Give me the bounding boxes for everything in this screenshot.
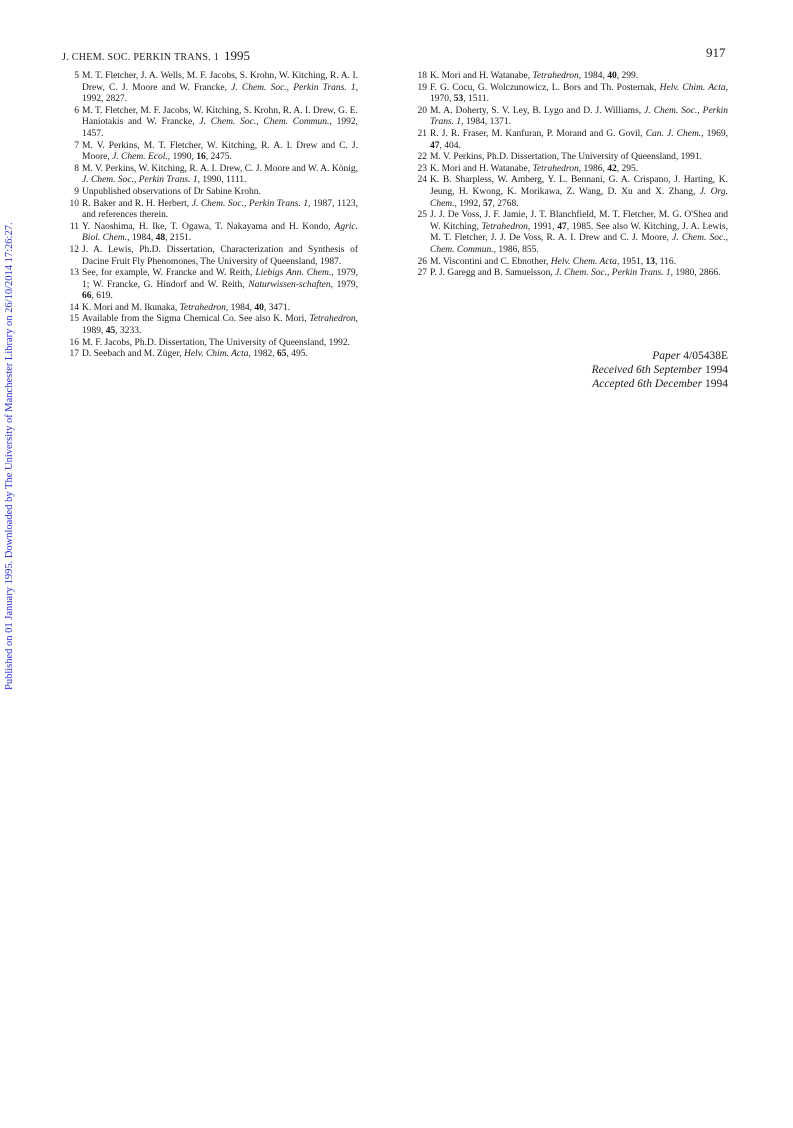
journal-title: J. Org. Chem. xyxy=(430,186,728,209)
reference-segment: M. T. Fletcher, M. F. Jacobs, W. Kitching, S. Krohn, R. A. I. Drew, G. E. Haniotakis and W. Francke, xyxy=(82,105,358,128)
reference-segment: J. A. Lewis, Ph.D. Dissertation, Characterization and Synthesis of Dacine Fruit Fly Phenomones, The University of Queensland, 1987. xyxy=(82,244,358,267)
reference-number: 24 xyxy=(417,175,427,186)
reference-entry xyxy=(65,106,358,141)
reference-segment: M. Viscontini and C. Ebnother, xyxy=(430,256,551,267)
reference-text xyxy=(430,152,728,164)
reference-segment: , 1992, 2827. xyxy=(82,82,358,105)
journal-title: Naturwissen-schaften xyxy=(248,279,331,290)
reference-segment: , 1951, xyxy=(616,256,646,267)
reference-segment: , 1969, xyxy=(701,128,729,139)
reference-segment: R. Baker and R. H. Herbert, xyxy=(82,198,192,209)
reference-segment: , 1992, 1457. xyxy=(82,117,358,139)
reference-segment: M. T. Fletcher, J. A. Wells, M. F. Jacobs, S. Krohn, W. Kitching, R. A. I. Drew, C. J. Moore and W. Francke, xyxy=(82,71,358,93)
reference-entry xyxy=(65,338,358,350)
received-date: 6th September xyxy=(636,364,703,376)
reference-entry xyxy=(65,141,358,164)
reference-number: 26 xyxy=(417,256,427,267)
reference-number: 17 xyxy=(69,349,79,360)
reference-number: 8 xyxy=(74,163,79,174)
reference-entry xyxy=(413,210,728,256)
reference-text xyxy=(82,187,358,199)
volume-number: 66 xyxy=(82,291,92,302)
reference-segment: , 1992, xyxy=(454,198,484,209)
journal-year: 1995 xyxy=(223,48,250,63)
journal-title: J. Chem. Soc., Chem. Commun. xyxy=(199,117,330,128)
reference-segment: D. Seebach and M. Züger, xyxy=(82,349,184,360)
reference-text xyxy=(430,83,728,106)
paper-label: Paper xyxy=(652,350,681,362)
journal-title: J. Chem. Soc., Perkin Trans. 1 xyxy=(82,175,198,186)
reference-number: 23 xyxy=(417,163,427,174)
reference-segment: , 1970, xyxy=(430,82,728,105)
reference-text xyxy=(82,338,358,350)
reference-segment: , 1986, xyxy=(578,163,608,174)
reference-entry xyxy=(65,349,358,361)
paper-number-line xyxy=(560,349,728,363)
reference-segment: , 404. xyxy=(439,140,461,151)
reference-entry xyxy=(65,187,358,199)
reference-segment: Available from the Sigma Chemical Co. See also K. Mori, xyxy=(82,314,310,325)
reference-segment: K. Mori and M. Ikunaka, xyxy=(82,302,180,313)
reference-text xyxy=(82,303,358,315)
reference-number: 13 xyxy=(69,268,79,279)
reference-number: 5 xyxy=(74,71,79,81)
reference-segment: , 1980, 2866. xyxy=(670,268,721,279)
reference-entry xyxy=(413,257,728,269)
reference-segment: , 1984, xyxy=(578,71,608,81)
reference-segment: M. V. Perkins, W. Kitching, R. A. I. Drew, C. J. Moore and W. A. König, xyxy=(82,163,358,174)
volume-number: 45 xyxy=(105,326,116,337)
reference-number: 18 xyxy=(417,71,427,81)
download-watermark[interactable]: Published on 01 January 1995. Downloaded by The University of Manchester Library on 26/10/2014 17:26:27. xyxy=(4,222,15,690)
reference-entry xyxy=(65,71,358,106)
reference-segment: See, for example, W. Francke and W. Reith, xyxy=(82,268,256,279)
journal-title: J. Chem. Soc., Perkin Trans. 1 xyxy=(231,82,356,93)
reference-text xyxy=(82,71,358,106)
reference-text xyxy=(82,314,358,337)
reference-segment: , 2768. xyxy=(492,198,519,209)
reference-entry xyxy=(413,129,728,152)
reference-number: 20 xyxy=(417,105,427,116)
reference-segment: J. J. De Voss, J. F. Jamie, J. T. Blanchfield, M. T. Fletcher, M. G. O'Shea and W. Kitching, xyxy=(430,210,728,232)
reference-number: 7 xyxy=(74,140,79,151)
reference-entry xyxy=(65,245,358,268)
journal-title: Can. J. Chem. xyxy=(645,128,702,139)
journal-title: Tetrahedron xyxy=(532,71,579,81)
reference-segment: , 2475. xyxy=(205,152,232,163)
journal-title: Helv. Chim. Acta xyxy=(659,82,726,93)
paper-number: 4/05438E xyxy=(683,350,728,362)
reference-segment: F. G. Cocu, G. Wolczunowicz, L. Bors and Th. Posternak, xyxy=(430,82,660,93)
reference-number: 25 xyxy=(417,210,427,221)
reference-entry xyxy=(65,199,358,222)
reference-text xyxy=(430,129,728,152)
reference-segment: K. B. Sharpless, W. Amberg, Y. L. Bennani, G. A. Crispano, J. Harting, K. Jeung, H. Kwong, K. Morikawa, Z. Wang, D. Xu and X. Zhang, xyxy=(430,175,728,197)
journal-title: J. Chem. Soc., Chem. Commun. xyxy=(430,233,728,255)
accepted-year: 1994 xyxy=(705,378,728,390)
reference-text xyxy=(430,268,728,280)
paper-info xyxy=(560,349,728,391)
reference-segment: , 619. xyxy=(91,291,113,302)
reference-segment: , 2151. xyxy=(165,233,192,244)
journal-title: J. Chem. Ecol. xyxy=(112,152,168,163)
reference-segment: K. Mori and H. Watanabe, xyxy=(430,71,533,81)
reference-segment: , 1984, 1371. xyxy=(461,117,512,128)
received-year: 1994 xyxy=(705,364,728,376)
volume-number: 40 xyxy=(607,71,617,81)
reference-segment: Y. Naoshima, H. Ike, T. Ogawa, T. Nakayama and H. Kondo, xyxy=(82,221,335,232)
reference-text xyxy=(430,164,728,176)
reference-segment: , 116. xyxy=(654,256,676,267)
reference-segment: , 1985. See also W. Kitching, J. A. Lewis, M. T. Fletcher, J. J. De Voss, R. A. I. Drew and C. J. Moore, xyxy=(430,221,728,244)
volume-number: 42 xyxy=(607,163,617,174)
volume-number: 47 xyxy=(430,140,440,151)
accepted-line xyxy=(560,377,728,391)
reference-segment: , 1990, 1111. xyxy=(197,175,247,186)
reference-text xyxy=(82,245,358,268)
reference-entry xyxy=(413,268,728,280)
accepted-label: Accepted xyxy=(592,378,635,390)
reference-number: 11 xyxy=(69,221,79,232)
reference-number: 19 xyxy=(417,82,427,93)
reference-entry xyxy=(413,83,728,106)
reference-entry xyxy=(65,314,358,337)
reference-segment: , 1990, xyxy=(167,152,197,163)
reference-number: 9 xyxy=(74,186,79,197)
volume-number: 53 xyxy=(453,94,464,105)
reference-entry xyxy=(413,106,728,129)
page-number: 917 xyxy=(706,45,726,60)
reference-entry xyxy=(65,303,358,315)
reference-number: 14 xyxy=(69,302,79,313)
running-header xyxy=(62,48,250,64)
reference-number: 10 xyxy=(69,198,79,209)
references-left-column xyxy=(65,71,358,361)
reference-segment: , 1979, 1; W. Francke, G. Hindorf and W. Reith, xyxy=(82,268,358,290)
reference-text xyxy=(82,349,358,361)
reference-segment: M. V. Perkins, M. T. Fletcher, W. Kitching, R. A. I. Drew and C. J. Moore, xyxy=(82,140,358,163)
reference-text xyxy=(430,106,728,129)
volume-number: 57 xyxy=(483,198,493,209)
reference-segment: P. J. Garegg and B. Samuelsson, xyxy=(430,268,556,279)
reference-text xyxy=(82,222,358,245)
reference-segment: , 1984, xyxy=(225,302,255,313)
journal-title: J. Chem. Soc., Perkin Trans. 1 xyxy=(191,198,309,209)
reference-entry xyxy=(413,71,728,83)
reference-segment: , 3471. xyxy=(263,302,291,313)
volume-number: 40 xyxy=(254,302,264,313)
reference-text xyxy=(82,268,358,303)
reference-segment: , 1991, xyxy=(527,221,558,232)
reference-entry xyxy=(413,164,728,176)
reference-entry xyxy=(65,268,358,303)
volume-number: 13 xyxy=(645,256,655,267)
reference-text xyxy=(430,71,728,83)
reference-segment: , 299. xyxy=(616,71,639,81)
reference-entry xyxy=(413,152,728,164)
reference-segment: , 1979, xyxy=(330,279,359,290)
journal-title: Tetrahedron xyxy=(532,163,579,174)
journal-title: Helv. Chim. Acta xyxy=(183,349,249,360)
reference-number: 22 xyxy=(417,152,427,163)
reference-entry xyxy=(65,164,358,187)
reference-number: 16 xyxy=(69,337,79,348)
reference-segment: , 1984, xyxy=(127,233,156,244)
volume-number: 47 xyxy=(557,221,567,232)
reference-segment: M. F. Jacobs, Ph.D. Dissertation, The University of Queensland, 1992. xyxy=(82,337,350,348)
references-right-column xyxy=(413,71,728,280)
reference-segment: , 1986, 855. xyxy=(493,244,539,255)
reference-entry xyxy=(413,175,728,210)
reference-segment: M. A. Doherty, S. V. Ley, B. Lygo and D. J. Williams, xyxy=(430,105,645,116)
reference-segment: Unpublished observations of Dr Sabine Krohn. xyxy=(82,186,261,197)
journal-title: Tetrahedron xyxy=(179,302,226,313)
journal-title: Liebigs Ann. Chem. xyxy=(255,268,332,279)
reference-segment: K. Mori and H. Watanabe, xyxy=(430,163,533,174)
reference-number: 6 xyxy=(74,105,79,116)
reference-text xyxy=(430,257,728,269)
reference-text xyxy=(430,210,728,256)
reference-number: 12 xyxy=(69,244,79,255)
reference-text xyxy=(82,164,358,187)
journal-title: Tetrahedron xyxy=(481,221,528,232)
reference-segment: , 495. xyxy=(286,349,308,360)
reference-text xyxy=(82,199,358,222)
journal-name: J. CHEM. SOC. PERKIN TRANS. 1 xyxy=(62,52,220,63)
journal-title: Tetrahedron xyxy=(309,314,356,325)
received-line xyxy=(560,363,728,377)
reference-number: 15 xyxy=(69,314,79,325)
reference-segment: M. V. Perkins, Ph.D. Dissertation, The University of Queensland, 1991. xyxy=(430,152,703,163)
reference-number: 21 xyxy=(417,128,427,139)
reference-entry xyxy=(65,222,358,245)
reference-segment: , 1982, xyxy=(248,349,278,360)
reference-segment: , 1989, xyxy=(82,314,358,337)
reference-segment: , 3233. xyxy=(115,326,142,337)
received-label: Received xyxy=(591,364,634,376)
volume-number: 48 xyxy=(155,233,166,244)
reference-segment: , 1987, 1123, and references therein. xyxy=(82,198,358,221)
reference-text xyxy=(82,106,358,141)
reference-text xyxy=(430,175,728,210)
reference-text xyxy=(82,141,358,164)
journal-title: J. Chem. Soc., Perkin Trans. 1 xyxy=(430,105,728,128)
volume-number: 65 xyxy=(277,349,287,360)
reference-segment: , 1511. xyxy=(463,94,490,105)
reference-segment: , 295. xyxy=(616,163,639,174)
reference-segment: R. J. R. Fraser, M. Kanfuran, P. Morand and G. Govil, xyxy=(430,128,646,139)
reference-number: 27 xyxy=(417,268,427,279)
journal-title: Helv. Chem. Acta xyxy=(550,256,617,267)
journal-title: Agric. Biol. Chem. xyxy=(82,221,358,244)
volume-number: 16 xyxy=(196,152,206,163)
accepted-date: 6th December xyxy=(637,378,703,390)
journal-title: J. Chem. Soc., Perkin Trans. 1 xyxy=(555,268,671,279)
